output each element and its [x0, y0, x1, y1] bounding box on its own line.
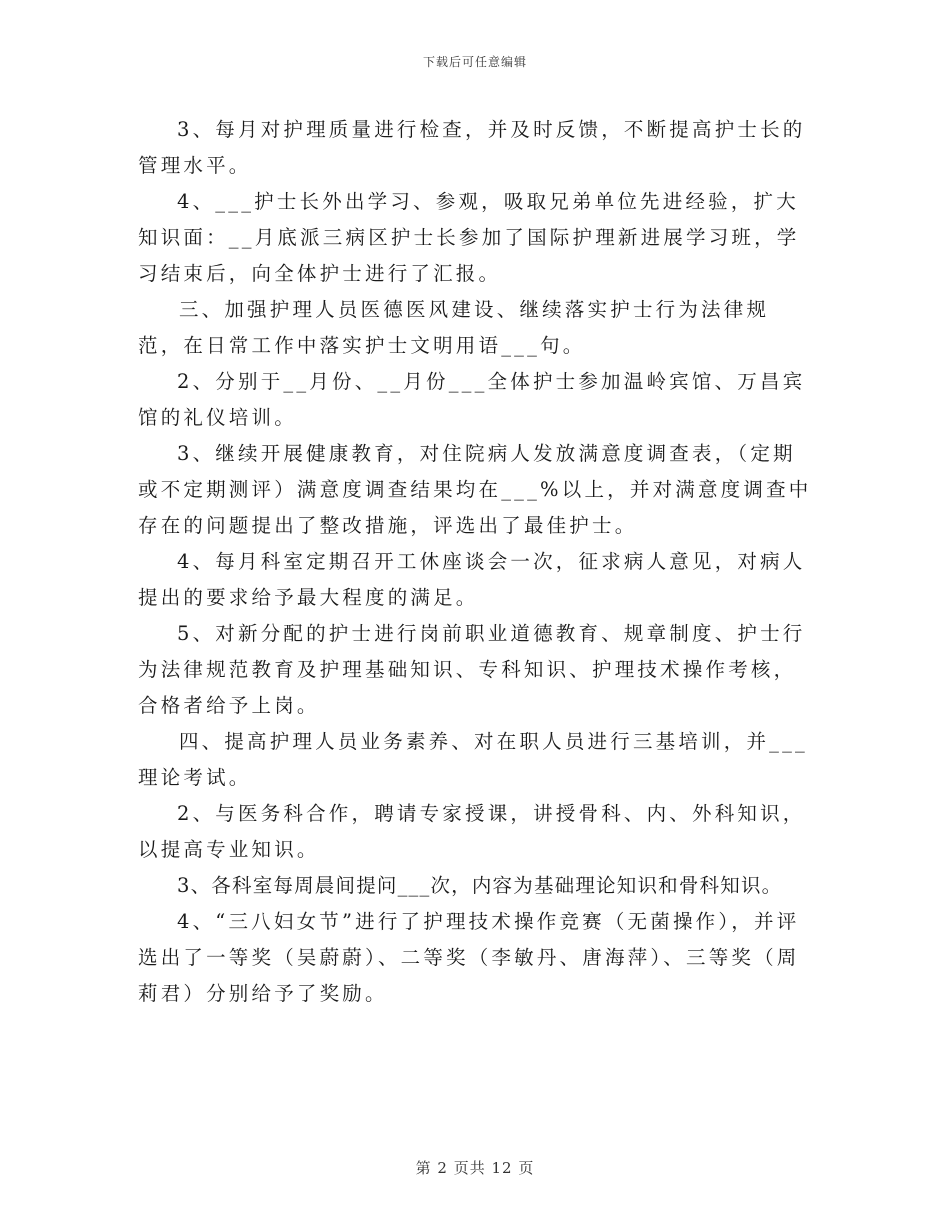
paragraph-etiquette-training: 2、分别于__月份、__月份___全体护士参加温岭宾馆、万昌宾馆的礼仪培训。 — [138, 370, 806, 429]
paragraph-patient-meetings: 4、每月科室定期召开工休座谈会一次，征求病人意见，对病人提出的要求给予最大程度的满足。 — [138, 550, 806, 609]
page-header: 下载后可任意编辑 — [422, 55, 527, 69]
paragraph-health-education: 3、继续开展健康教育，对住院病人发放满意度调查表，（定期或不定期测评）满意度调查结果均在___%以上，并对满意度调查中存在的问题提出了整改措施，评选出了最佳护士。 — [138, 442, 812, 537]
section-heading-skills: 四、提高护理人员业务素养、对在职人员进行三基培训，并___理论考试。 — [138, 730, 808, 789]
paragraph-new-nurse-training: 5、对新分配的护士进行岗前职业道德教育、规章制度、护士行为法律规范教育及护理基础知识、专科知识、护理技术操作考核，合格者给予上岗。 — [138, 622, 806, 717]
document-body — [138, 112, 813, 1012]
paragraph-womens-day-competition: 4、“三八妇女节”进行了护理技术操作竞赛（无菌操作），并评选出了一等奖（吴蔚蔚）、二等奖（李敏丹、唐海萍）、三等奖（周莉君）分别给予了奖励。 — [138, 910, 800, 1005]
paragraph-quality-check: 3、每月对护理质量进行检查，并及时反馈，不断提高护士长的管理水平。 — [138, 118, 806, 177]
paragraph-head-nurse-study: 4、___护士长外出学习、参观，吸取兄弟单位先进经验，扩大知识面：__月底派三病区护士长参加了国际护理新进展学习班，学习结束后，向全体护士进行了汇报。 — [138, 190, 800, 285]
page-footer: 第 2 页共 12 页 — [415, 1159, 535, 1177]
paragraph-expert-lectures: 2、与医务科合作，聘请专家授课，讲授骨科、内、外科知识，以提高专业知识。 — [138, 802, 806, 861]
paragraph-morning-questions: 3、各科室每周晨间提问___次，内容为基础理论知识和骨科知识。 — [177, 874, 783, 897]
section-heading-ethics: 三、加强护理人员医德医风建设、继续落实护士行为法律规范，在日常工作中落实护士文明用语___句。 — [138, 298, 770, 357]
